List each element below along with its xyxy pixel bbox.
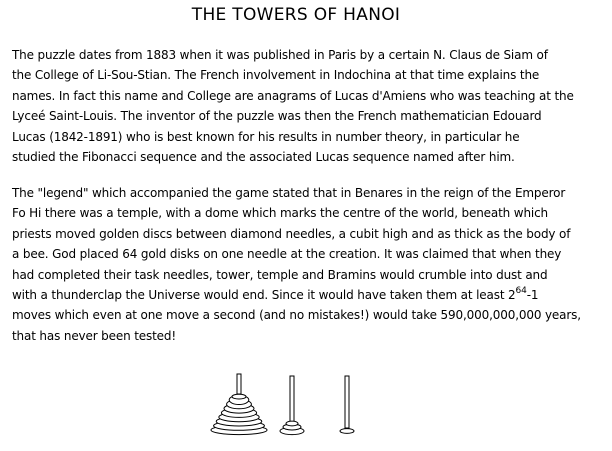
history-paragraph — [12, 45, 608, 167]
text-line: Fo Hi there was a temple, with a dome which marks the centre of the world, beneath which — [12, 206, 549, 221]
text-line: the College of Li-Sou-Stian. The French involvement in Indochina at that time explains the — [12, 68, 540, 83]
text-line: moves which even at one move a second (and no mistakes!) would take 590,000,000,000 years, — [12, 308, 581, 323]
text-line: The "legend" which accompanied the game stated that in Benares in the reign of the Emperor — [12, 186, 566, 200]
peg-pole — [345, 376, 349, 428]
exponent: 64 — [515, 286, 527, 297]
text-line: Lyceé Saint-Louis. The inventor of the puzzle was then the French mathematician Edouard — [12, 109, 542, 124]
disk-top — [232, 394, 246, 399]
page-title: THE TOWERS OF HANOI — [191, 5, 401, 25]
text-line: studied the Fibonacci sequence and the associated Lucas sequence named after him. — [12, 150, 515, 165]
text-fragment: with a thunderclap the Universe would end. Since it would have taken them at least 2 — [12, 288, 516, 303]
text-line: names. In fact this name and College are anagrams of Lucas d'Amiens who was teaching at the — [12, 88, 574, 103]
text-line: a bee. God placed 64 gold disks on one needle at the creation. It was claimed that when they — [12, 247, 562, 262]
text-line: had completed their task needles, tower, temple and Bramins would crumble into dust and — [12, 267, 548, 282]
text-line: priests moved golden discs between diamond needles, a cubit high and as thick as the body of — [12, 226, 571, 241]
peg-pole — [237, 374, 241, 394]
legend-paragraph — [12, 183, 608, 346]
disk — [286, 421, 298, 426]
towers-of-hanoi-icon — [196, 370, 376, 442]
text-fragment: -1 — [526, 288, 539, 303]
text-line: Lucas (1842-1891) who is best known for his results in number theory, in particular he — [12, 129, 520, 144]
text-line-with-exponent — [12, 285, 608, 305]
towers-of-hanoi-illustration — [196, 370, 376, 446]
text-line: that has never been tested! — [12, 328, 177, 343]
peg-base — [340, 429, 354, 434]
peg-pole — [290, 376, 294, 426]
text-line: The puzzle dates from 1883 when it was published in Paris by a certain N. Claus de Siam of — [12, 48, 548, 62]
